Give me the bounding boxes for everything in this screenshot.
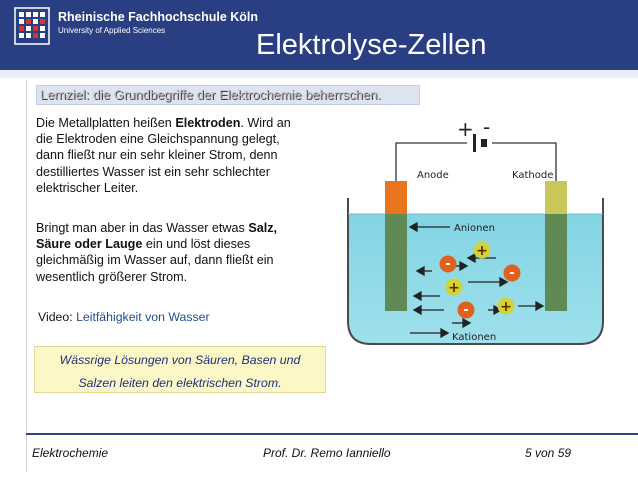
learning-goal-text: Lernziel: die Grundbegriffe der Elektrochemie beherrschen. [40,87,381,102]
cation-sign-1: + [476,243,488,259]
anion-sign-3: - [463,303,469,318]
term-salt-acid-base: Salz, Säure oder Lauge [36,221,278,252]
cathode-label: Kathode [512,170,554,181]
left-divider [26,80,27,472]
video-link[interactable]: Leitfähigkeit von Wasser [76,310,210,324]
video-line [38,310,210,324]
cation-sign-2: + [448,280,460,296]
cations-label: Kationen [452,332,497,343]
university-name: Rheinische Fachhochschule Köln [58,10,259,24]
footer-page-number: 5 von 59 [525,446,572,460]
cathode-top [545,181,567,214]
summary-note [34,346,326,393]
cation-sign-3: + [500,299,512,315]
rfh-logo-icon [14,7,50,45]
anode-top [385,181,407,214]
video-label: Video: [38,310,77,324]
anion-sign-2: - [509,266,515,281]
header-bar [0,0,638,70]
minus-sign: - [483,118,491,139]
term-electrodes: Elektroden [175,116,241,130]
salt-paragraph: Bringt man aber in das Wasser etwas Salz, Säure oder Lauge ein und löst dieses gleichmäßig im Wasser auf, dann fließt ein wesentlich größerer Strom. [36,221,278,284]
summary-note-line2: Salzen leiten den elektrischen Strom. [78,376,282,390]
anions-label: Anionen [454,223,495,234]
electrode-paragraph: Die Metallplatten heißen Elektroden. Wird an die Elektroden eine Gleichspannung gelegt, dann fließt nur ein sehr kleiner Strom, denn destilliertes Wasser ist ein sehr schlechter elektrischer Leiter. [36,116,291,195]
university-subtitle: University of Applied Sciences [58,26,166,35]
footer-author: Prof. Dr. Remo Ianniello [263,446,391,460]
summary-note-line1: Wässrige Lösungen von Säuren, Basen und [59,353,301,367]
slide-title: Elektrolyse-Zellen [256,29,487,61]
anode-label: Anode [417,170,449,181]
learning-goal-banner [36,85,420,105]
anion-sign-1: - [445,257,451,272]
electrolysis-diagram [342,118,608,350]
plus-sign: + [457,118,474,141]
footer-divider [26,433,638,435]
footer-course: Elektrochemie [32,446,109,460]
title-strip [0,70,638,78]
